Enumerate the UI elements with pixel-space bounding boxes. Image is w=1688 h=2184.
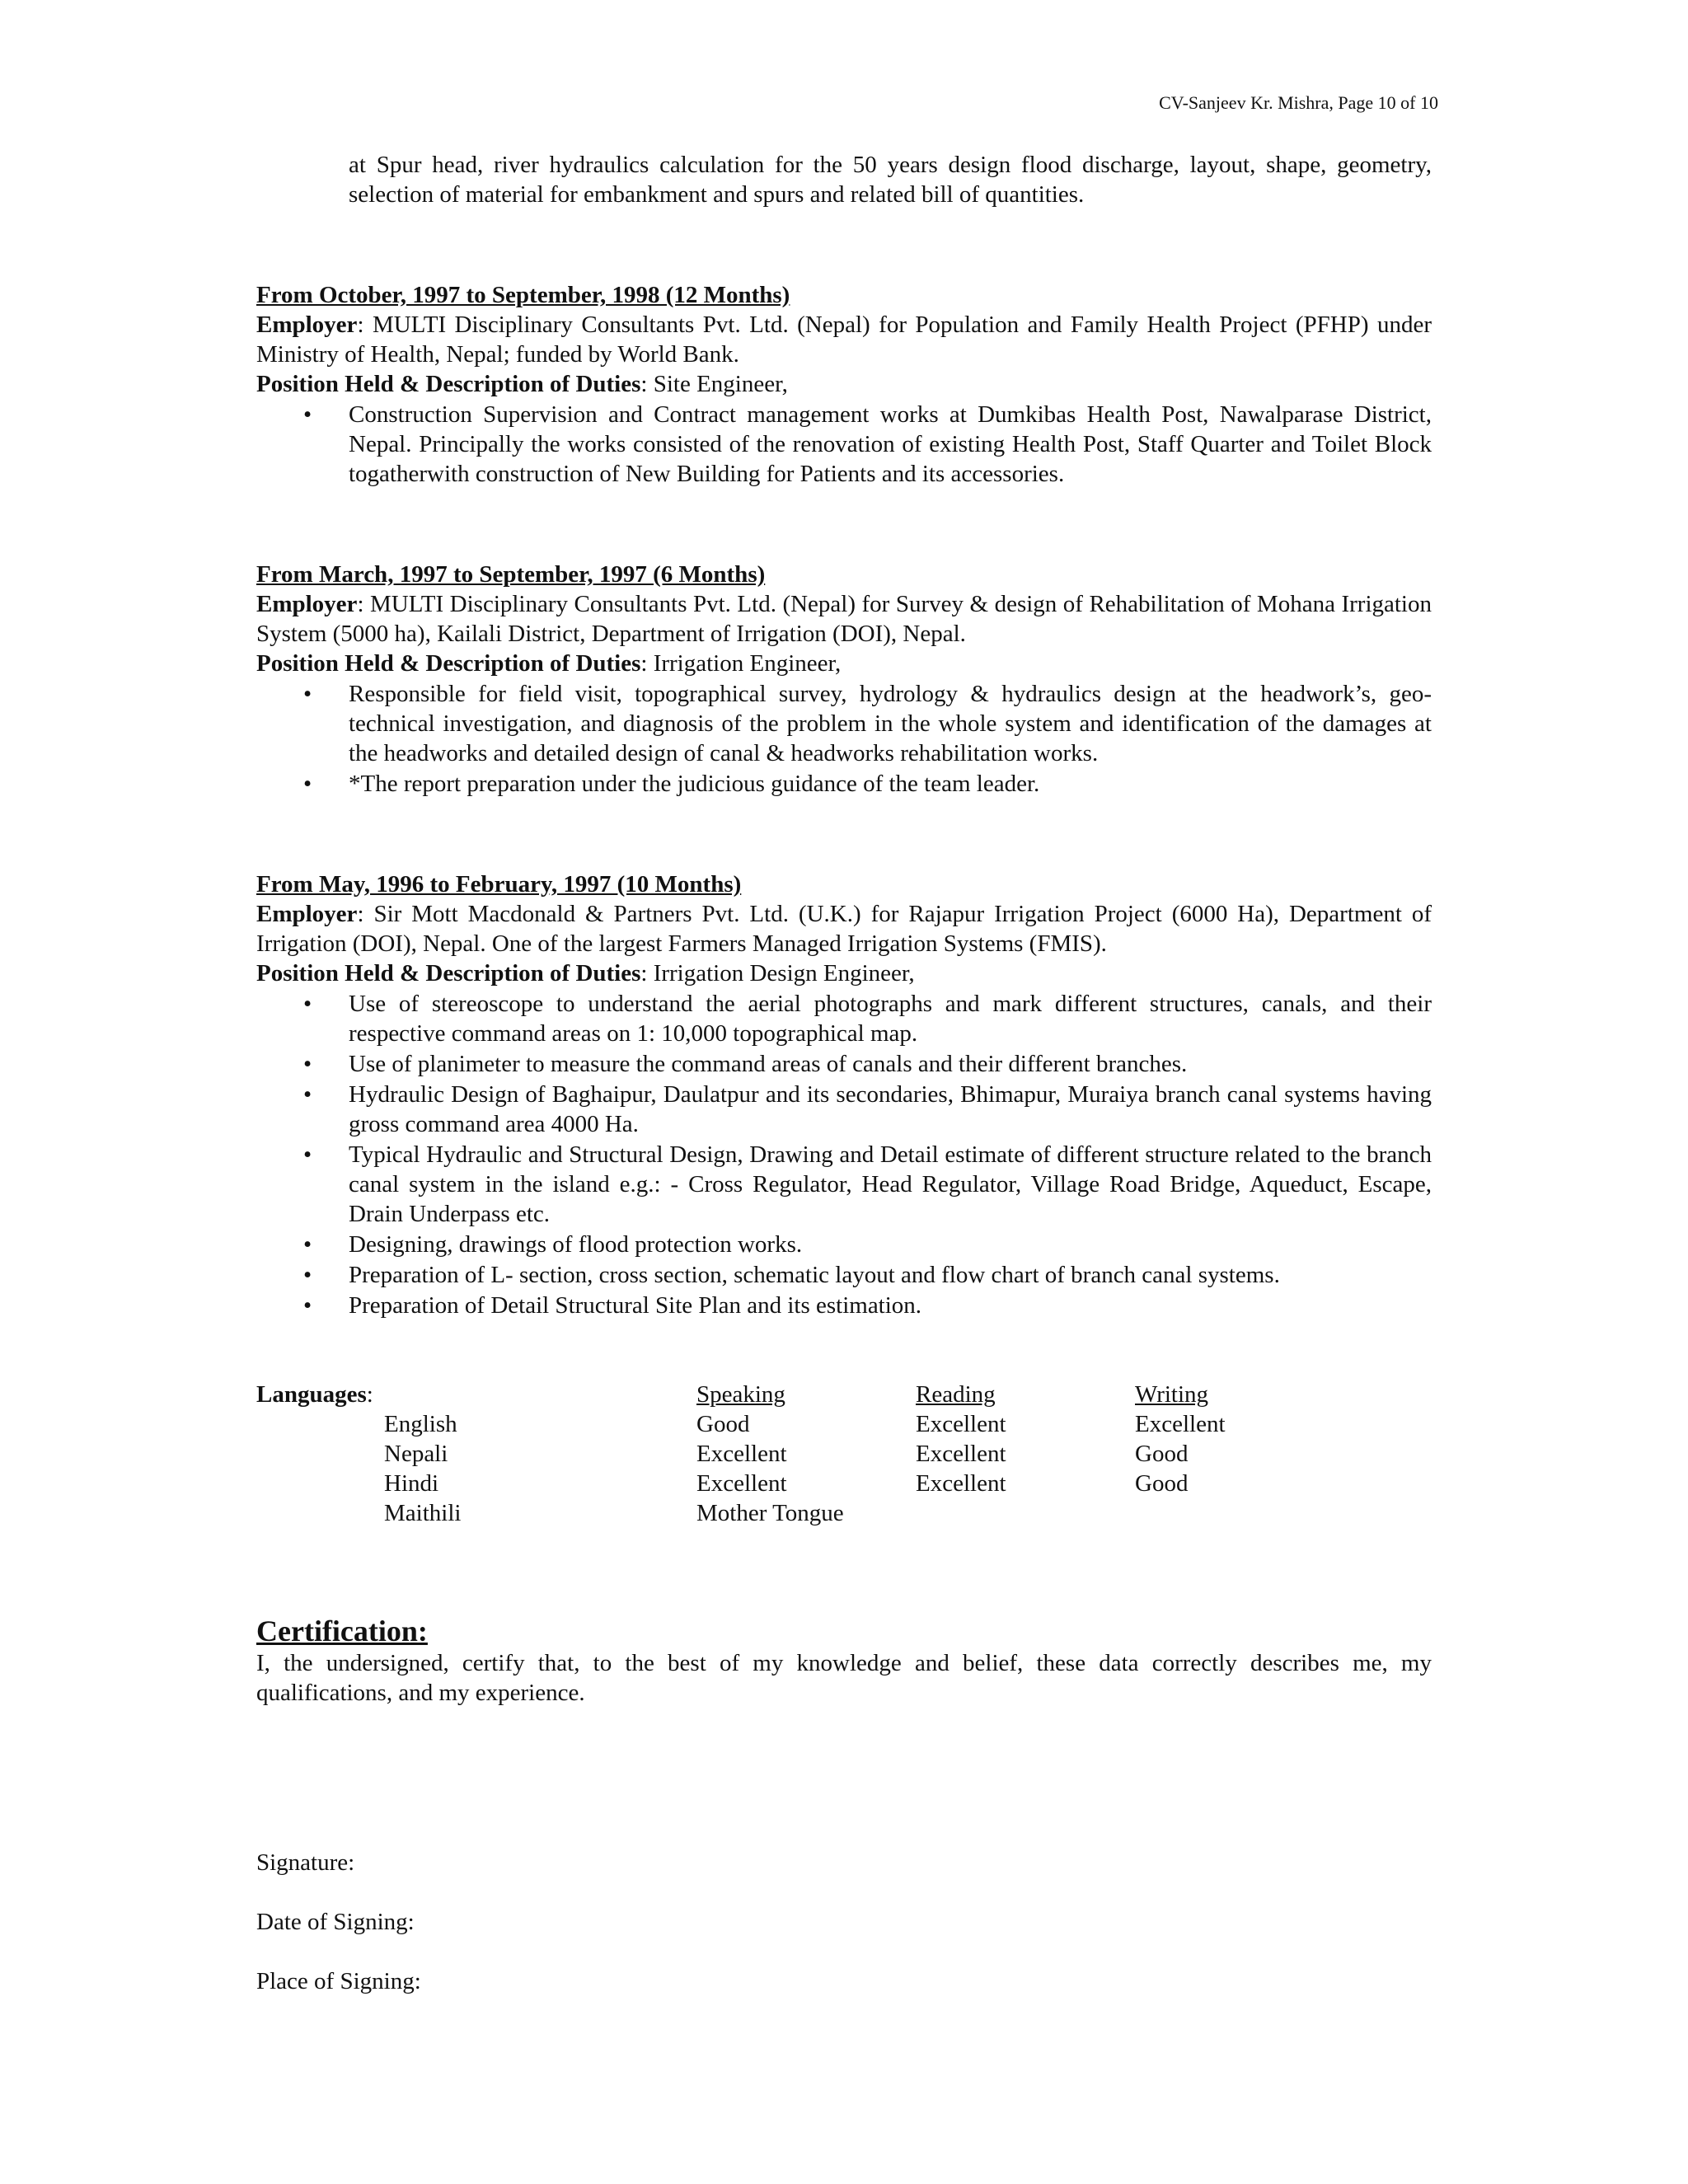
language-row [256, 1409, 1432, 1439]
position-line [256, 958, 1432, 988]
speaking-level: Excellent [696, 1470, 787, 1497]
bullet-icon: • [303, 991, 312, 1017]
writing-level: Excellent [1135, 1411, 1226, 1437]
employer-text: : MULTI Disciplinary Consultants Pvt. Ltd. (Nepal) for Population and Family Health Project (PFHP) under Ministry of Health, Nepal; funded by World Bank. [256, 312, 1432, 368]
position-text: : Irrigation Design Engineer, [640, 960, 915, 987]
reading-level: Excellent [916, 1441, 1006, 1467]
reading-header: Reading [916, 1381, 996, 1408]
duty-item [256, 1230, 1432, 1259]
bullet-icon: • [303, 1292, 312, 1319]
duty-item [256, 1049, 1432, 1079]
language-name: Hindi [384, 1470, 439, 1497]
bullet-icon: • [303, 1262, 312, 1288]
employer-label: Employer [256, 591, 358, 617]
job-period-title: From March, 1997 to September, 1997 (6 Months) [256, 561, 766, 588]
duty-item [256, 769, 1432, 799]
date-of-signing-label: Date of Signing: [256, 1909, 415, 1935]
employer-text: : Sir Mott Macdonald & Partners Pvt. Ltd. (U.K.) for Rajapur Irrigation Project (6000 Ha), Department of Irrigation (DOI), Nepal. One of the largest Farmers Managed Irrigation Systems (FMIS). [256, 901, 1432, 957]
page-header: CV-Sanjeev Kr. Mishra, Page 10 of 10 [1159, 92, 1438, 113]
language-name: English [384, 1411, 457, 1437]
duty-text: Use of stereoscope to understand the aerial photographs and mark different structures, canals, and their respective command areas on 1: 10,000 topographical map. [349, 991, 1432, 1047]
languages-label: Languages: [256, 1381, 373, 1408]
duty-text: *The report preparation under the judicious guidance of the team leader. [349, 771, 1040, 797]
signing-section [256, 1848, 1432, 1996]
intro-paragraph: at Spur head, river hydraulics calculation for the 50 years design flood discharge, layout, shape, geometry, selection of material for embankment and spurs and related bill of quantities. [349, 152, 1432, 208]
languages-header-row [256, 1380, 1432, 1409]
duty-item [256, 679, 1432, 768]
duty-text: Hydraulic Design of Baghaipur, Daulatpur and its secondaries, Bhimapur, Muraiya branch canal systems having gross command area 4000 Ha. [349, 1081, 1432, 1137]
duty-text: Preparation of Detail Structural Site Plan and its estimation. [349, 1292, 922, 1319]
duty-text: Typical Hydraulic and Structural Design, Drawing and Detail estimate of different structure related to the branch canal system in the island e.g.: - Cross Regulator, Head Regulator, Village Road Bridge, Aqueduct, Escape, Drain Underpass etc. [349, 1141, 1432, 1227]
bullet-icon: • [303, 681, 312, 707]
employer-label: Employer [256, 312, 358, 338]
reading-level: Excellent [916, 1470, 1006, 1497]
duty-text: Use of planimeter to measure the command areas of canals and their different branches. [349, 1051, 1188, 1077]
language-row [256, 1498, 1432, 1528]
language-row [256, 1469, 1432, 1498]
job-period-title: From May, 1996 to February, 1997 (10 Months) [256, 871, 742, 898]
writing-header: Writing [1135, 1381, 1209, 1408]
employer-line [256, 310, 1432, 369]
employer-text: : MULTI Disciplinary Consultants Pvt. Ltd. (Nepal) for Survey & design of Rehabilitation of Mohana Irrigation System (5000 ha), Kailali District, Department of Irrigation (DOI), Nepal. [256, 591, 1432, 647]
bullet-icon: • [303, 1081, 312, 1108]
speaking-level: Mother Tongue [696, 1500, 844, 1526]
bullet-icon: • [303, 1141, 312, 1168]
duties-list [256, 400, 1432, 489]
speaking-header: Speaking [696, 1381, 785, 1408]
certification-text: I, the undersigned, certify that, to the best of my knowledge and belief, these data correctly describes me, my qualifications, and my experience. [256, 1650, 1432, 1706]
duties-list [256, 679, 1432, 799]
employer-line [256, 589, 1432, 649]
bullet-icon: • [303, 1231, 312, 1258]
duty-item [256, 400, 1432, 489]
language-row [256, 1439, 1432, 1469]
position-label: Position Held & Description of Duties [256, 650, 641, 677]
duty-item [256, 1291, 1432, 1320]
duty-item [256, 1080, 1432, 1139]
employer-line [256, 899, 1432, 958]
job-entry [256, 869, 1432, 1320]
job-entry [256, 280, 1432, 489]
certification-section [256, 1614, 1432, 1708]
duty-item [256, 1140, 1432, 1229]
duty-text: Preparation of L- section, cross section, schematic layout and flow chart of branch canal systems. [349, 1262, 1280, 1288]
signature-label: Signature: [256, 1849, 355, 1876]
position-text: : Irrigation Engineer, [640, 650, 842, 677]
position-line [256, 369, 1432, 399]
writing-level: Good [1135, 1470, 1189, 1497]
reading-level: Excellent [916, 1411, 1006, 1437]
languages-table [256, 1380, 1432, 1528]
duty-item [256, 1260, 1432, 1290]
position-label: Position Held & Description of Duties [256, 960, 641, 987]
page-content [256, 150, 1432, 2026]
speaking-level: Good [696, 1411, 750, 1437]
place-of-signing-label: Place of Signing: [256, 1968, 421, 1994]
duties-list [256, 989, 1432, 1320]
language-name: Nepali [384, 1441, 448, 1467]
duty-text: Designing, drawings of flood protection works. [349, 1231, 803, 1258]
job-entry [256, 560, 1432, 799]
certification-heading: Certification: [256, 1615, 428, 1647]
job-period-title: From October, 1997 to September, 1998 (12 Months) [256, 282, 790, 308]
position-text: : Site Engineer, [640, 371, 788, 397]
duty-text: Construction Supervision and Contract management works at Dumkibas Health Post, Nawalparase District, Nepal. Principally the works consisted of the renovation of existing Health Post, Staff Quarter and Toilet Block togatherwith construction of New Building for Patients and its accessories. [349, 401, 1432, 487]
employer-label: Employer [256, 901, 358, 927]
speaking-level: Excellent [696, 1441, 787, 1467]
writing-level: Good [1135, 1441, 1189, 1467]
duty-item [256, 989, 1432, 1048]
position-line [256, 649, 1432, 678]
language-name: Maithili [384, 1500, 462, 1526]
position-label: Position Held & Description of Duties [256, 371, 641, 397]
duty-text: Responsible for field visit, topographical survey, hydrology & hydraulics design at the headwork’s, geo-technical investigation, and diagnosis of the problem in the whole system and identification of the damages at the headworks and detailed design of canal & headworks rehabilitation works. [349, 681, 1432, 766]
bullet-icon: • [303, 771, 312, 797]
bullet-icon: • [303, 401, 312, 428]
bullet-icon: • [303, 1051, 312, 1077]
